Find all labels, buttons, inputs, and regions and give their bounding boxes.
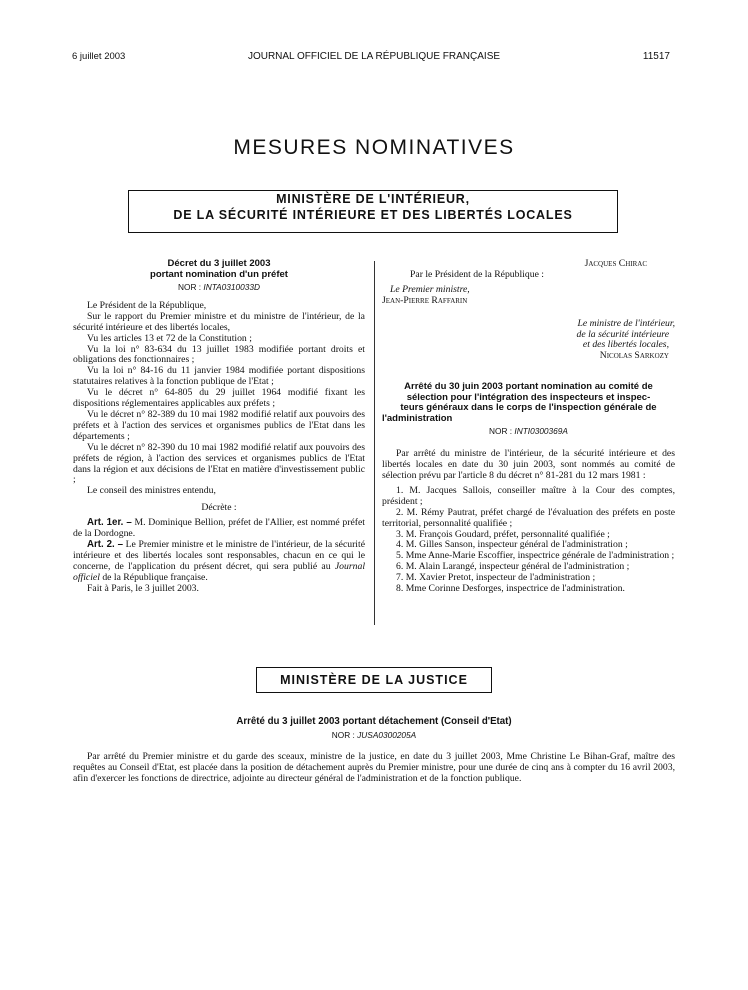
arrete-1-intro: Par arrêté du ministre de l'intérieur, de la sécurité intérieure et des libertés locales en date du 30 juin 2003, sont nommés au comité de sélection prévu par l'article 8 du décret n° 81-281 du 12 mars 1981 :	[382, 448, 675, 481]
decret-paragraph: Vu la loi n° 83-634 du 13 juillet 1983 modifiée portant droits et obligations des fonctionnaires ;	[73, 343, 365, 366]
nor-code: INTI0300369A	[514, 426, 568, 437]
committee-member: 5. Mme Anne-Marie Escoffier, inspectrice générale de l'administration ;	[396, 550, 675, 562]
nor-label: NOR :	[489, 426, 513, 437]
minister-title-2: de la sécurité intérieure	[576, 328, 669, 340]
arrete-1-title-line4: l'administration	[382, 412, 453, 424]
pm-title: Le Premier ministre,	[390, 283, 470, 295]
decret-title-line2: portant nomination d'un préfet	[150, 268, 288, 280]
ministry-heading-line1: MINISTÈRE DE L'INTÉRIEUR,	[276, 192, 470, 206]
article-1-text: M. Dominique Bellion, préfet de l'Allier, est nommé préfet de la Dordogne.	[73, 517, 365, 540]
journal-officiel: Journal officiel	[73, 560, 366, 583]
article-2	[73, 540, 365, 584]
decret-title-line1: Décret du 3 juillet 2003	[167, 258, 271, 269]
decret-nor	[73, 282, 365, 293]
page-number: 11517	[642, 51, 670, 62]
decret-paragraph: Vu le décret n° 64-805 du 29 juillet 1964 modifié fixant les dispositions réglementaires applicables aux préfets ;	[73, 387, 365, 410]
decret-paragraph: Vu le décret n° 82-389 du 10 mai 1982 modifié relatif aux pouvoirs des préfets et à l'action des services et organismes publics de l'Etat dans les départements ;	[73, 408, 365, 442]
column-divider	[374, 261, 375, 625]
arrete-2-nor	[73, 730, 675, 741]
arrete-2	[73, 717, 675, 785]
nor-label: NOR :	[331, 729, 355, 740]
arrete-1-title-line2: sélection pour l'intégration des inspecteurs et inspec-	[406, 391, 651, 403]
article-2-label: Art. 2. –	[87, 538, 123, 550]
fait-a-paris: Fait à Paris, le 3 juillet 2003.	[87, 582, 199, 594]
decret-paragraph: Le conseil des ministres entendu,	[87, 485, 216, 497]
decret-paragraph: Vu le décret n° 82-390 du 10 mai 1982 modifié relatif aux pouvoirs des préfets de région, à l'action des services et organismes publics de l'Etat dans la région et aux décisions de l'Etat en matière d'investissement public ;	[73, 441, 365, 486]
arrete-1-title-line1: Arrêté du 30 juin 2003 portant nomination au comité de	[404, 381, 653, 393]
arrete-2-text: Par arrêté du Premier ministre et du garde des sceaux, ministre de la justice, en date du 3 juillet 2003, Mme Christine Le Bihan-Graf, maître des requêtes au Conseil d'Etat, est placée dans la position de détachement auprès du Premier ministre, pour une durée de cinq ans à compter du 16 avril 2003, afin d'exercer les fonctions de directrice, adjointe au directeur général de l'administration et de la fonction publique.	[73, 751, 675, 785]
committee-member: 3. M. François Goudard, préfet, personnalité qualifiée ;	[396, 528, 610, 540]
signature-pm: Jean-Pierre Raffarin	[382, 294, 468, 306]
article-1-label: Art. 1er. –	[87, 517, 132, 529]
decret-paragraph: Vu la loi n° 84-16 du 11 janvier 1984 modifiée portant dispositions statutaires relatives à la fonction publique de l'Etat ;	[73, 365, 365, 388]
ministry-heading-line2: DE LA SÉCURITÉ INTÉRIEURE ET DES LIBERTÉS LOCALES	[173, 208, 573, 222]
page-date: 6 juillet 2003	[72, 51, 126, 62]
committee-member: 1. M. Jacques Sallois, conseiller maître à la Cour des comptes, président ;	[382, 484, 675, 507]
ministry-interior-heading	[128, 190, 618, 233]
nor-code: JUSA0300205A	[357, 729, 417, 740]
committee-member: 6. M. Alain Larangé, inspecteur général de l'administration ;	[396, 561, 630, 573]
ministry-justice-heading: MINISTÈRE DE LA JUSTICE	[256, 667, 492, 693]
decret-paragraph: Vu les articles 13 et 72 de la Constitution ;	[87, 332, 252, 344]
article-2-text-end: de la République française.	[102, 571, 208, 583]
article-1	[73, 518, 365, 540]
minister-title-3: et des libertés locales,	[582, 339, 669, 351]
minister-title-1: Le ministre de l'intérieur,	[577, 317, 675, 329]
par-le-president: Par le Président de la République :	[410, 268, 544, 280]
page-title: MESURES NOMINATIVES	[233, 136, 515, 159]
signature-minister: Nicolas Sarkozy	[599, 350, 669, 362]
nor-label: NOR :	[178, 282, 202, 292]
committee-member: 4. M. Gilles Sanson, inspecteur général de l'administration ;	[396, 539, 628, 551]
decret-column	[73, 259, 365, 594]
decrete: Décrète :	[201, 502, 237, 514]
arrete-1-nor	[382, 426, 675, 437]
decret-paragraph: Sur le rapport du Premier ministre et du ministre de l'intérieur, de la sécurité intérieure et des libertés locales,	[73, 310, 365, 333]
nor-code: INTA0310033D	[203, 282, 260, 292]
right-column	[382, 259, 675, 595]
arrete-2-title: Arrêté du 3 juillet 2003 portant détachement (Conseil d'Etat)	[236, 716, 512, 727]
decret-paragraph: Le Président de la République,	[87, 299, 207, 311]
arrete-1-title	[382, 382, 675, 424]
committee-member: 7. M. Xavier Pretot, inspecteur de l'administration ;	[396, 572, 596, 584]
committee-member: 2. M. Rémy Pautrat, préfet chargé de l'évaluation des préfets en poste territorial, personnalité qualifiée ;	[382, 506, 675, 529]
journal-title: JOURNAL OFFICIEL DE LA RÉPUBLIQUE FRANÇAISE	[247, 51, 501, 62]
decret-title	[73, 259, 365, 280]
signature-president: Jacques Chirac	[584, 258, 647, 269]
committee-member: 8. Mme Corinne Desforges, inspectrice de l'administration.	[396, 583, 625, 595]
article-2-text: Le Premier ministre et le ministre de l'intérieur, de la sécurité intérieure et des libertés locales sont responsables, chacun en ce qui le concerne, de l'application du présent décret, qui sera publié au	[73, 538, 365, 572]
arrete-1-title-line3: teurs généraux dans le corps de l'inspection générale de	[400, 402, 657, 414]
